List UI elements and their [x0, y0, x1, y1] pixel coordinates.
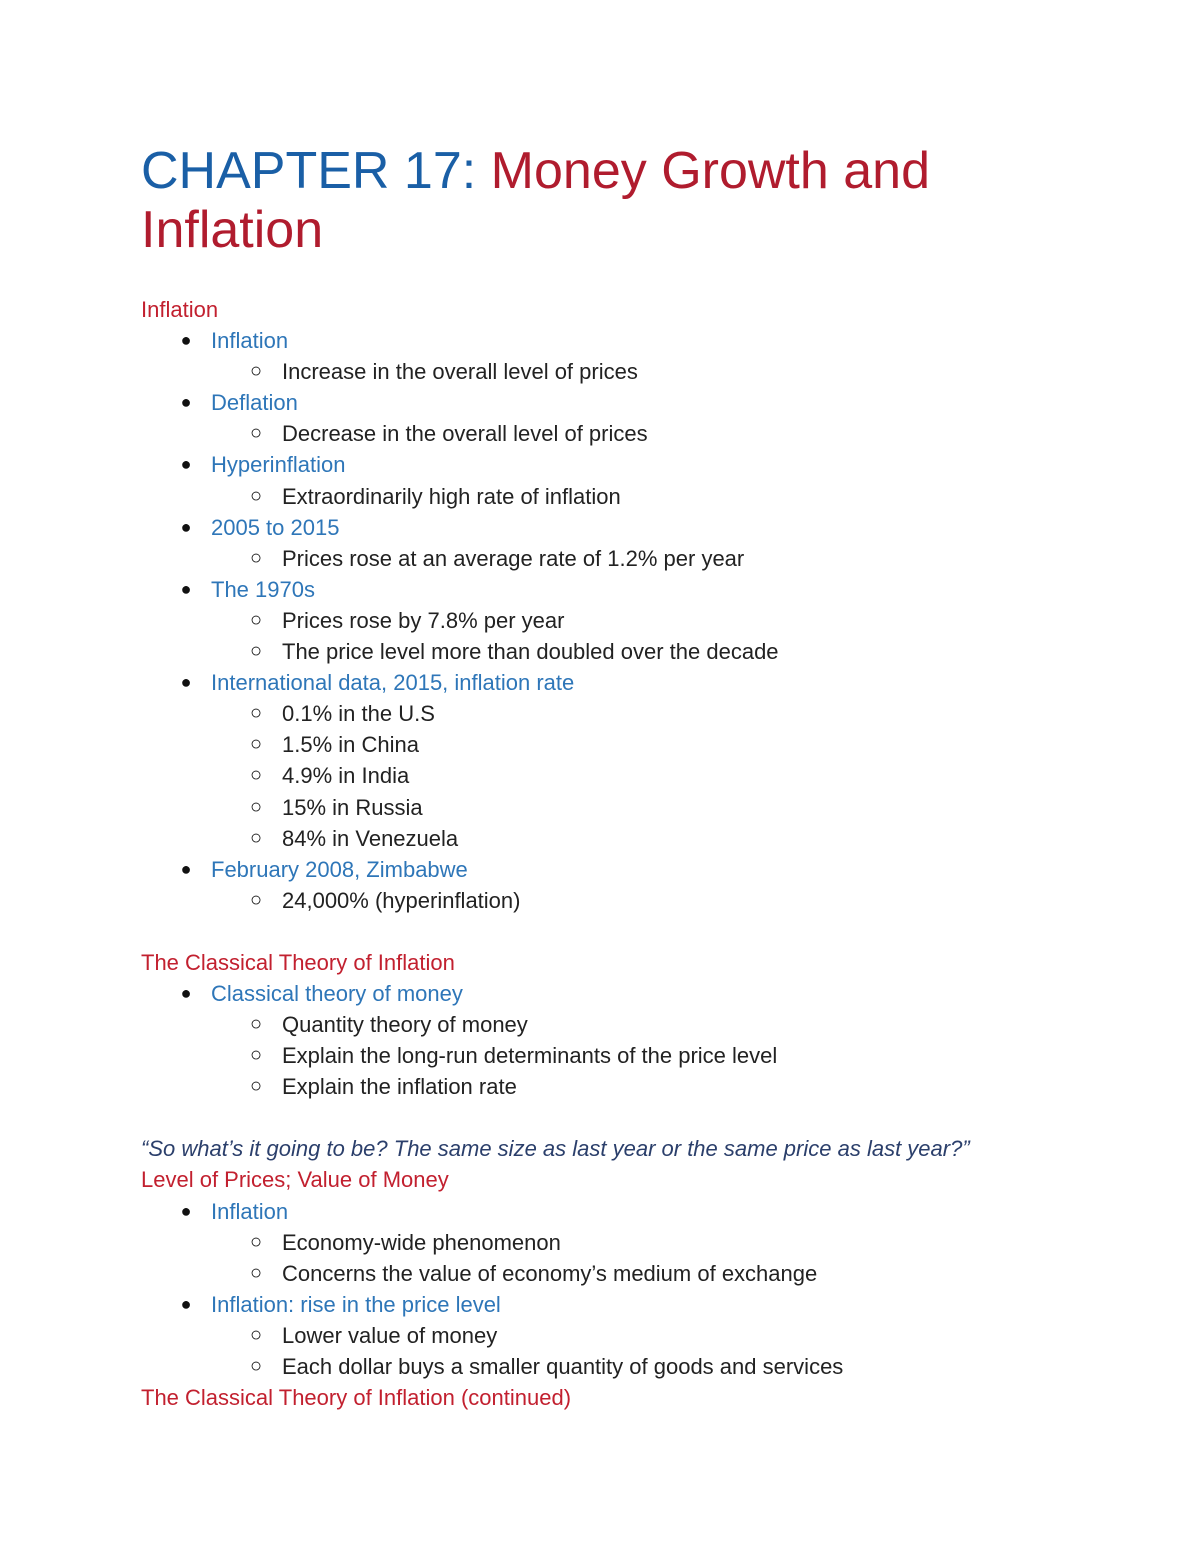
hollow-bullet-icon: ○ [249, 1261, 263, 1284]
sub-item-text: Lower value of money [282, 1322, 498, 1348]
sub-list-item [141, 792, 1141, 823]
hollow-bullet-icon: ○ [249, 702, 263, 725]
filled-bullet-icon: ● [180, 454, 192, 475]
hollow-bullet-icon: ○ [249, 1044, 263, 1067]
filled-bullet-icon: ● [180, 1293, 192, 1314]
sub-item-text: Concerns the value of economy’s medium of exchange [282, 1260, 818, 1286]
list-item [141, 667, 1141, 698]
hollow-bullet-icon: ○ [249, 640, 263, 663]
hollow-bullet-icon: ○ [249, 1013, 263, 1036]
sub-item-text: Decrease in the overall level of prices [282, 421, 648, 447]
list-item [141, 387, 1141, 418]
sub-item-text: Quantity theory of money [282, 1012, 528, 1038]
sub-item-text: 4.9% in India [282, 763, 410, 789]
filled-bullet-icon: ● [180, 392, 192, 413]
sub-item-text: Economy-wide phenomenon [282, 1229, 561, 1255]
hollow-bullet-icon: ○ [249, 1075, 263, 1098]
list-item [141, 854, 1141, 885]
sub-list-item [141, 1258, 1141, 1289]
filled-bullet-icon: ● [180, 1200, 192, 1221]
filled-bullet-icon: ● [180, 982, 192, 1003]
sub-item-text: 15% in Russia [282, 794, 423, 820]
section-heading: The Classical Theory of Inflation (continued) [141, 1385, 572, 1411]
sub-list-item [141, 885, 1141, 916]
sub-item-text: 24,000% (hyperinflation) [282, 887, 521, 913]
sub-list-item [141, 1071, 1141, 1102]
item-label: Classical theory of money [211, 980, 463, 1006]
filled-bullet-icon: ● [180, 578, 192, 599]
sub-list-item [141, 1009, 1141, 1040]
list-item [141, 325, 1141, 356]
item-label: Inflation [211, 328, 289, 354]
sub-item-text: 1.5% in China [282, 732, 419, 758]
hollow-bullet-icon: ○ [249, 608, 263, 631]
sub-item-text: Extraordinarily high rate of inflation [282, 483, 621, 509]
sub-item-text: 84% in Venezuela [282, 825, 459, 851]
sub-item-text: Explain the inflation rate [282, 1074, 517, 1100]
item-label: Deflation [211, 390, 298, 416]
hollow-bullet-icon: ○ [249, 1355, 263, 1377]
list-item [141, 512, 1141, 543]
hollow-bullet-icon: ○ [249, 795, 263, 818]
sub-list-item [141, 418, 1141, 449]
sub-list-item [141, 823, 1141, 854]
list-item [141, 978, 1141, 1009]
sub-list-item [141, 605, 1141, 636]
chapter-title [141, 142, 1101, 260]
sub-item-text: Explain the long-run determinants of the price level [282, 1043, 778, 1069]
hollow-bullet-icon: ○ [249, 888, 263, 911]
filled-bullet-icon: ● [180, 516, 192, 537]
item-label: Inflation: rise in the price level [211, 1291, 501, 1317]
list-item [141, 1196, 1141, 1227]
filled-bullet-icon: ● [180, 858, 192, 879]
item-label: 2005 to 2015 [211, 514, 340, 540]
chapter-topic: Money Growth and Inflation [141, 142, 931, 259]
item-label: Inflation [211, 1198, 289, 1224]
hollow-bullet-icon: ○ [249, 1323, 263, 1346]
chapter-number: CHAPTER 17: [141, 142, 477, 200]
section-heading: Level of Prices; Value of Money [141, 1167, 449, 1193]
list-item [141, 1289, 1141, 1320]
hollow-bullet-icon: ○ [249, 422, 263, 445]
filled-bullet-icon: ● [180, 672, 192, 693]
hollow-bullet-icon: ○ [249, 826, 263, 849]
sub-item-text: Increase in the overall level of prices [282, 359, 638, 385]
filled-bullet-icon: ● [180, 330, 192, 351]
section-heading: Inflation [141, 297, 219, 322]
sub-list-item [141, 1320, 1141, 1351]
sub-list-item [141, 1040, 1141, 1071]
item-label: Hyperinflation [211, 452, 346, 478]
notes-body [141, 294, 1141, 1413]
sub-list-item [141, 729, 1141, 760]
sub-list-item [141, 760, 1141, 791]
item-label: International data, 2015, inflation rate [211, 670, 575, 696]
hollow-bullet-icon: ○ [249, 546, 263, 569]
hollow-bullet-icon: ○ [249, 360, 263, 383]
sub-list-item [141, 636, 1141, 667]
item-label: The 1970s [211, 576, 315, 602]
spacer [141, 1102, 1141, 1133]
hollow-bullet-icon: ○ [249, 1230, 263, 1253]
quote-text: “So what’s it going to be? The same size as last year or the same price as last year?” [141, 1136, 970, 1162]
sub-list-item [141, 481, 1141, 512]
spacer [141, 916, 1141, 947]
sub-item-text: Prices rose by 7.8% per year [282, 607, 565, 633]
list-item [141, 574, 1141, 605]
section-heading: The Classical Theory of Inflation [141, 949, 455, 975]
sub-item-text: Each dollar buys a smaller quantity of goods and services [282, 1354, 844, 1379]
sub-item-text: The price level more than doubled over the decade [282, 639, 779, 665]
hollow-bullet-icon: ○ [249, 484, 263, 507]
sub-item-text: Prices rose at an average rate of 1.2% per year [282, 545, 745, 571]
hollow-bullet-icon: ○ [249, 764, 263, 787]
sub-list-item [141, 1351, 1141, 1382]
sub-item-text: 0.1% in the U.S [282, 701, 435, 727]
hollow-bullet-icon: ○ [249, 733, 263, 756]
item-label: February 2008, Zimbabwe [211, 856, 468, 882]
sub-list-item [141, 356, 1141, 387]
sub-list-item [141, 1227, 1141, 1258]
sub-list-item [141, 698, 1141, 729]
sub-list-item [141, 543, 1141, 574]
list-item [141, 449, 1141, 480]
